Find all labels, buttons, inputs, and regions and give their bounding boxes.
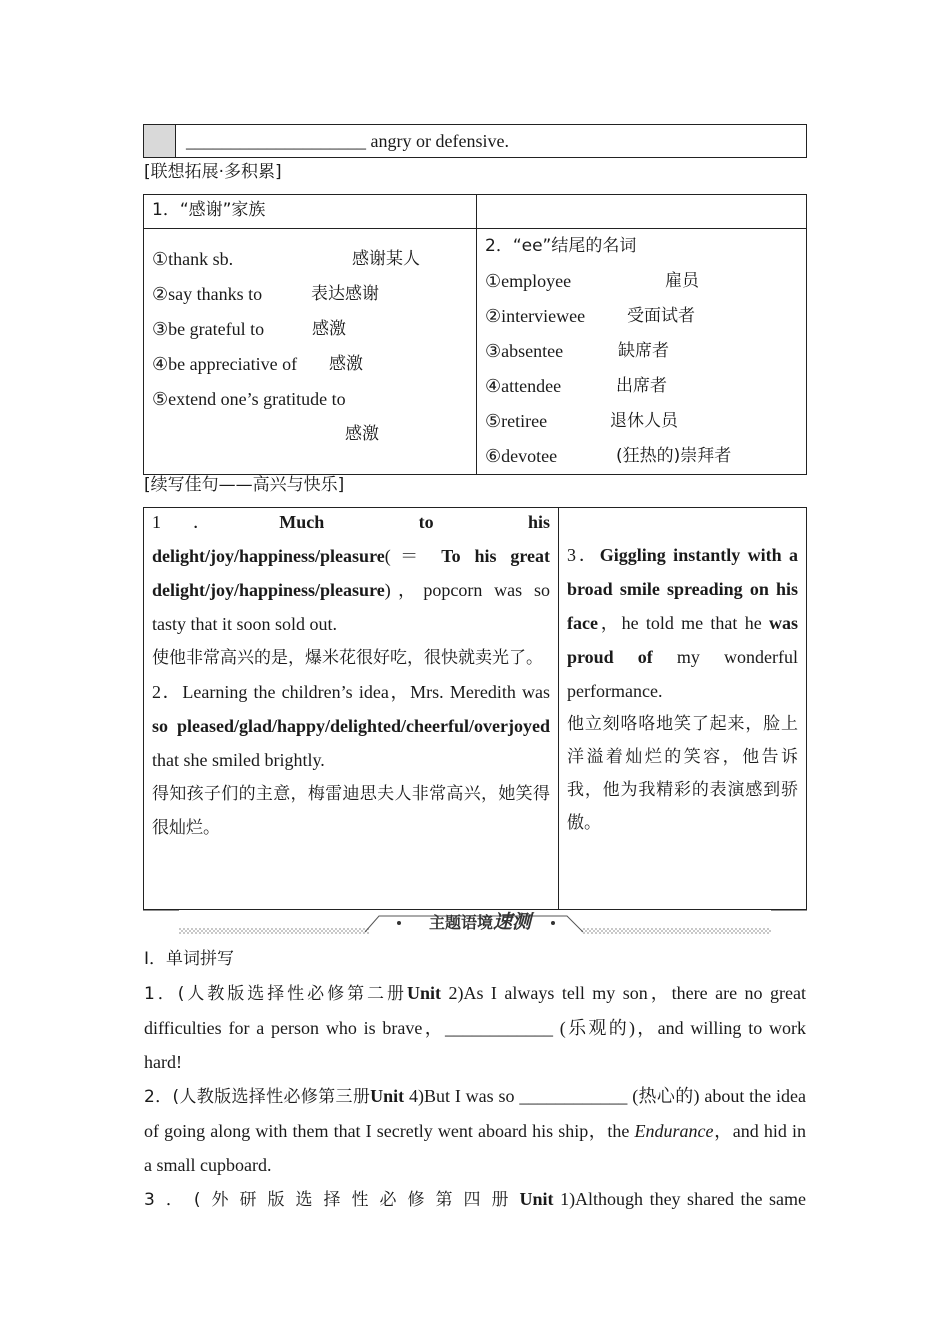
sentence-3: 3．Giggling instantly with a broad smile spreading on his face，he told me that he was proud of my wonderful performance.: [567, 544, 798, 701]
list-item: ①thank sb. 感谢某人: [152, 249, 420, 269]
sentence-3-translation: 他立刻咯咯地笑了起来，脸上洋溢着灿烂的笑容，他告诉我，他为我精彩的表演感到骄傲。: [567, 713, 798, 833]
list-item: ④attendee 出席者: [485, 376, 667, 396]
shaded-cell: [144, 125, 176, 158]
list-item: ②say thanks to 表达感谢: [152, 284, 379, 304]
empty-header-cell: [477, 195, 807, 229]
exercise-heading: Ⅰ．单词拼写: [144, 949, 235, 969]
vocab-table: [143, 194, 807, 475]
sentences-table: [143, 507, 807, 910]
list-item: ③absentee 缺席者: [485, 341, 669, 361]
sentences-right-cell: [559, 508, 807, 910]
top-table: [143, 124, 807, 158]
topic-banner: [143, 908, 807, 936]
sentence-2: 2．Learning the children’s idea，Mrs. Meredith was so pleased/glad/happy/delighted/cheerful/overjoyed that she smiled brightly.: [152, 682, 550, 770]
list-item: ④be appreciative of 感激: [152, 354, 363, 374]
gratitude-header: 1．“感谢”家族: [152, 200, 266, 220]
question-3: 3．(外研版选择性必修第四册Unit 1)Although they shared the same: [144, 1189, 807, 1210]
list-item: ②interviewee 受面试者: [485, 306, 695, 326]
list-item: ①employee 雇员: [485, 271, 699, 291]
sentence-1-translation: 使他非常高兴的是，爆米花很好吃，很快就卖光了。: [152, 648, 543, 668]
banner-title: 主题语境速测: [428, 911, 532, 933]
section-heading-sentences: [续写佳句——高兴与快乐]: [144, 475, 345, 495]
list-item: ③be grateful to 感激: [152, 319, 346, 339]
gratitude-list-cell: [144, 229, 477, 475]
section-heading-association: [联想拓展·多积累]: [144, 162, 282, 182]
ee-list-cell: [477, 229, 807, 475]
gratitude-header-cell: [144, 195, 477, 229]
ee-header: 2．“ee”结尾的名词: [485, 236, 637, 256]
question-2: 2．(人教版选择性必修第三册Unit 4)But I was so ____________ (热心的) about the idea of going along with them that I secretly went aboard his ship，the Endurance，and hid in a small cupboard.: [144, 1086, 806, 1175]
top-row-text: ____________________ angry or defensive.: [176, 125, 807, 158]
question-1: 1．(人教版选择性必修第二册Unit 2)As I always tell my son，there are no great difficulties for a person who is brave，____________ (乐观的)，and willing to work hard!: [144, 983, 806, 1072]
list-item: ⑤retiree 退休人员: [485, 411, 678, 431]
exercise-section: [144, 942, 806, 1217]
sentence-1: 1． Much to his delight/joy/happiness/pleasure(＝ To his great delight/joy/happiness/pleasure)，popcorn was so tasty that it soon sold out.: [152, 512, 551, 634]
sentences-left-cell: [144, 508, 559, 910]
list-item-cn: 感激: [345, 424, 379, 444]
list-item: ⑥devotee (狂热的)崇拜者: [485, 446, 732, 466]
list-item: ⑤extend one’s gratitude to: [152, 389, 346, 409]
sentence-2-translation: 得知孩子们的主意，梅雷迪思夫人非常高兴，她笑得很灿烂。: [152, 784, 550, 838]
